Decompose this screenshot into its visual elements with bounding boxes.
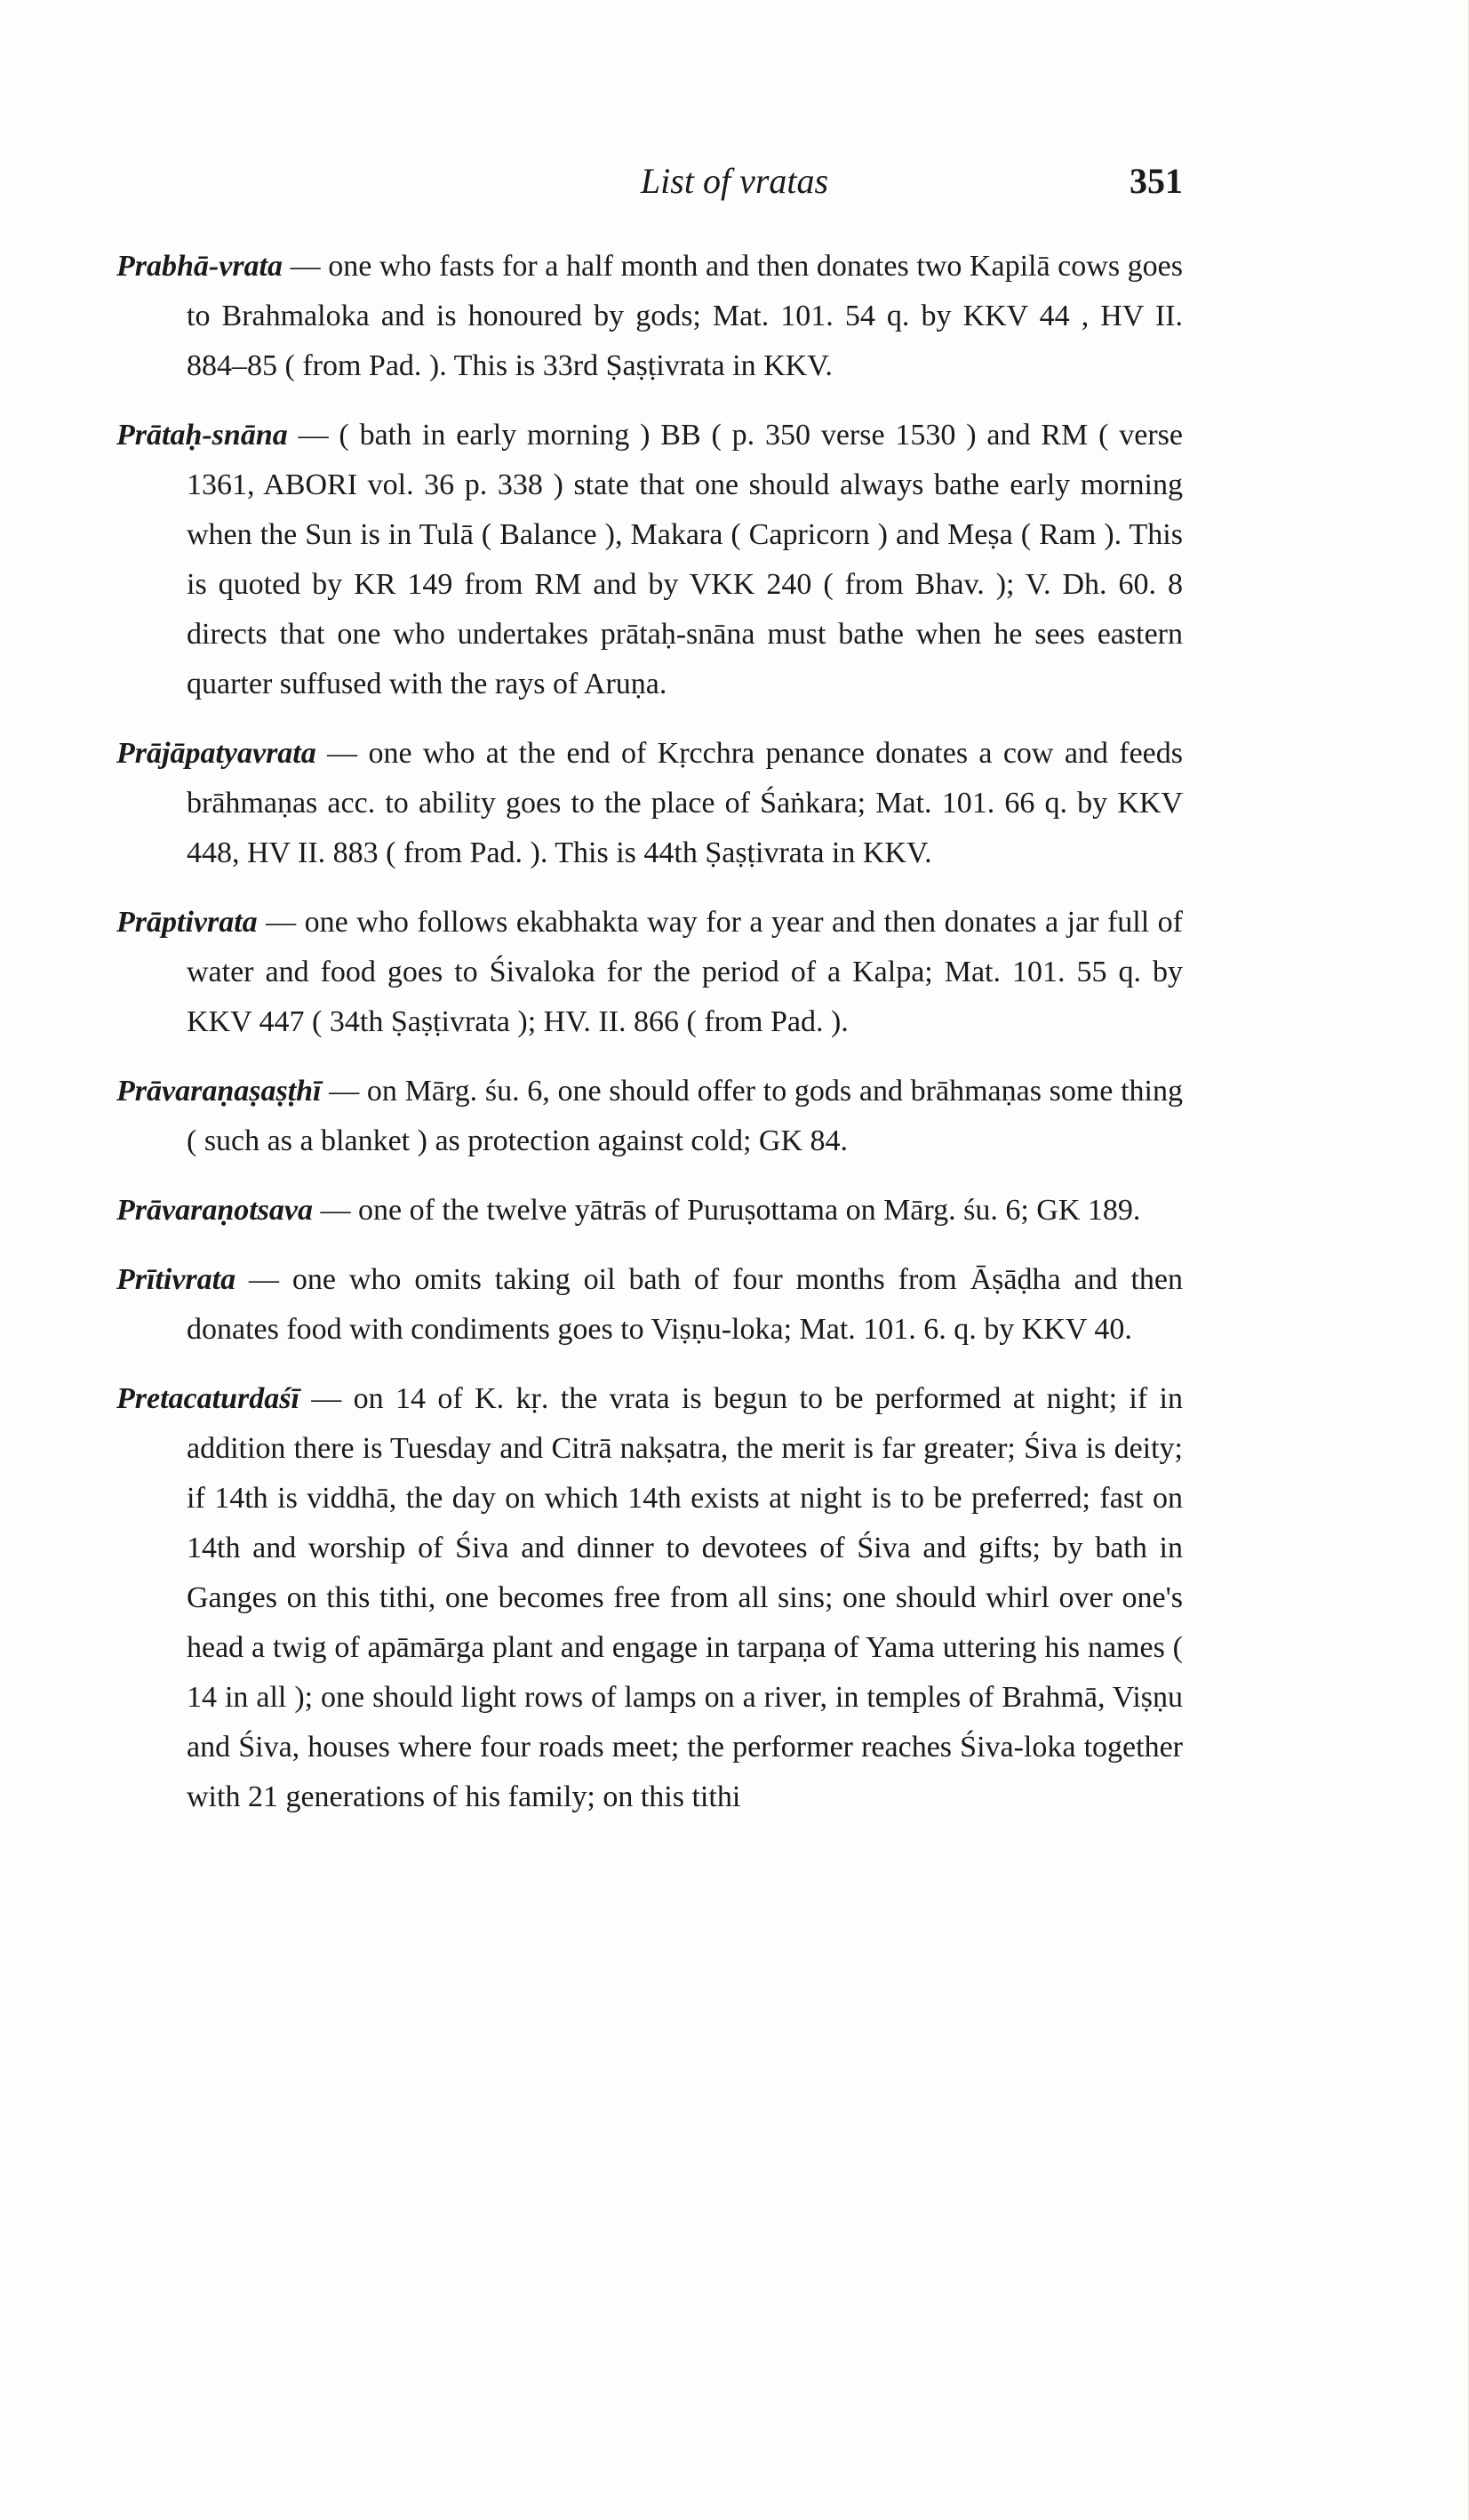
entry-term: Prītivrata	[116, 1263, 236, 1296]
entry-pravaranotsava	[116, 1186, 1183, 1236]
running-title: List of vratas	[640, 161, 829, 201]
entry-term: Pretacaturdaśī	[116, 1382, 299, 1415]
entry-pretacaturdasi	[116, 1374, 1183, 1822]
entry-text: — one who at the end of Kṛcchra penance donates a cow and feeds brāhmaṇas acc. to ability goes to the place of Śaṅkara; Mat. 101. 66 q. by KKV 448, HV II. 883 ( from Pad. ). This is 44th Ṣaṣṭivrata in KKV.	[187, 737, 1183, 869]
entry-term: Prabhā-vrata	[116, 250, 283, 283]
entry-text: — one of the twelve yātrās of Puruṣottama on Mārg. śu. 6; GK 189.	[313, 1194, 1141, 1227]
entry-pravaranasasthi	[116, 1067, 1183, 1166]
entry-term: Prātaḥ-snāna	[116, 419, 288, 452]
entry-text: — on 14 of K. kṛ. the vrata is begun to be performed at night; if in addition there is Tuesday and Citrā nakṣatra, the merit is far greater; Śiva is deity; if 14th is viddhā, the day on which 14th exists at night is to be preferred; fast on 14th and worship of Śiva and dinner to devotees of Śiva and gifts; by bath in Ganges on this tithi, one becomes free from all sins; one should whirl over one's head a twig of apāmārga plant and engage in tarpaṇa of Yama uttering his names ( 14 in all ); one should light rows of lamps on a river, in temples of Brahmā, Viṣṇu and Śiva, houses where four roads meet; the performer reaches Śiva-loka together with 21 generations of his family; on this tithi	[187, 1382, 1183, 1813]
entry-list	[116, 242, 1183, 1842]
entry-text: — ( bath in early morning ) BB ( p. 350 verse 1530 ) and RM ( verse 1361, ABORI vol. 36 p. 338 ) state that one should always bathe early morning when the Sun is in Tulā ( Balance ), Makara ( Capricorn ) and Meṣa ( Ram ). This is quoted by KR 149 from RM and by VKK 240 ( from Bhav. ); V. Dh. 60. 8 directs that one who undertakes prātaḥ-snāna must bathe when he sees eastern quarter suffused with the rays of Aruṇa.	[187, 419, 1183, 700]
entry-text: — one who fasts for a half month and then donates two Kapilā cows goes to Brahmaloka and is honoured by gods; Mat. 101. 54 q. by KKV 44 , HV II. 884–85 ( from Pad. ). This is 33rd Ṣaṣṭivrata in KKV.	[187, 250, 1183, 382]
entry-term: Prāvaraṇaṣaṣṭhī	[116, 1075, 322, 1108]
entry-text: — on Mārg. śu. 6, one should offer to gods and brāhmaṇas some thing ( such as a blanket ) as protection against cold; GK 84.	[187, 1075, 1183, 1157]
entry-pritivrata	[116, 1255, 1183, 1355]
entry-prabha-vrata	[116, 242, 1183, 391]
entry-term: Prājāpatyavrata	[116, 737, 316, 770]
entry-text: — one who follows ekabhakta way for a year and then donates a jar full of water and food goes to Śivaloka for the period of a Kalpa; Mat. 101. 55 q. by KKV 447 ( 34th Ṣaṣṭivrata ); HV. II. 866 ( from Pad. ).	[187, 906, 1183, 1038]
entry-text: — one who omits taking oil bath of four months from Āṣāḍha and then donates food with condiments goes to Viṣṇu-loka; Mat. 101. 6. q. by KKV 40.	[187, 1263, 1183, 1346]
entry-prajapatyavrata	[116, 729, 1183, 878]
entry-praptivrata	[116, 898, 1183, 1047]
page-number: 351	[1130, 161, 1183, 201]
entry-term: Prāptivrata	[116, 906, 258, 939]
entry-pratah-snana	[116, 411, 1183, 709]
page-header	[0, 160, 1469, 213]
entry-term: Prāvaraṇotsava	[116, 1194, 313, 1227]
